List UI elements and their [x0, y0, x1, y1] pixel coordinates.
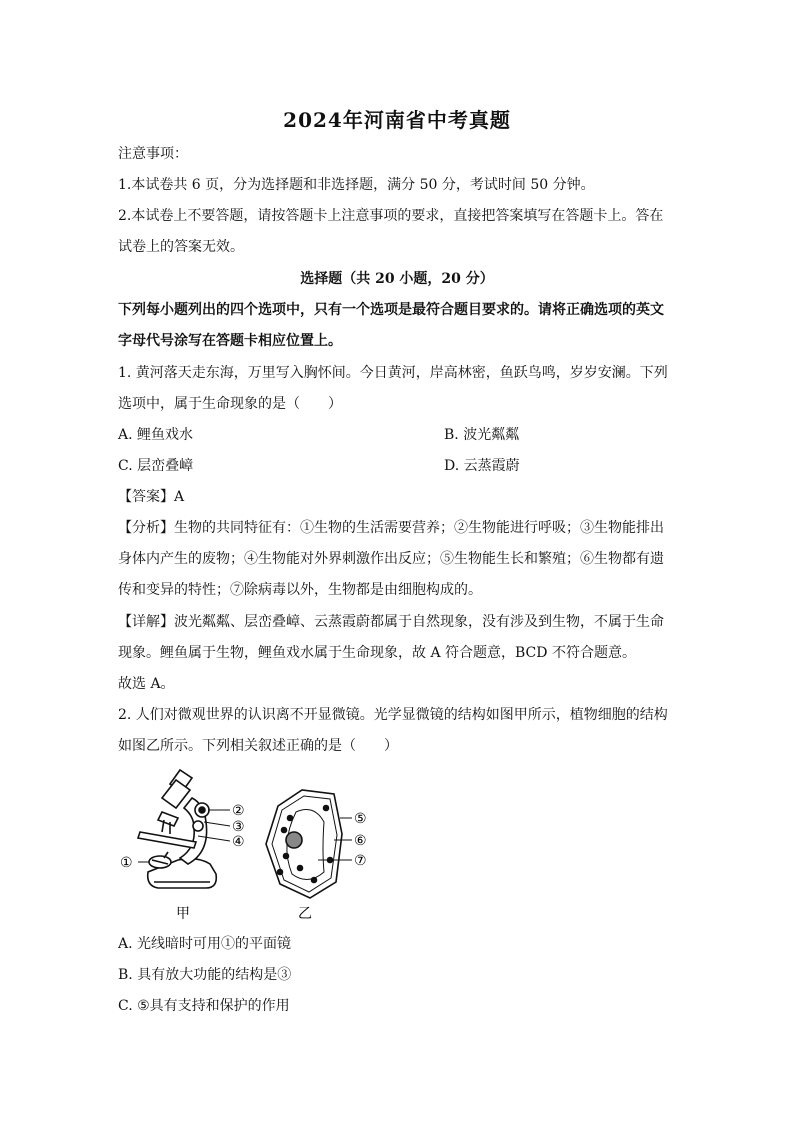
- q1-analysis-line-1: 【分析】生物的共同特征有：①生物的生活需要营养；②生物能进行呼吸；③生物能排出: [118, 520, 664, 536]
- section-instruction-line-1: 下列每小题列出的四个选项中，只有一个选项是最符合题目要求的。请将正确选项的英文: [118, 302, 664, 318]
- microscope-label-1: ①: [120, 855, 133, 871]
- notice-item-1: 1.本试卷共 6 页，分为选择题和非选择题，满分 50 分，考试时间 50 分钟。: [118, 177, 595, 193]
- q1-analysis-line-3: 传和变异的特性；⑦除病毒以外，生物都是由细胞构成的。: [118, 582, 482, 598]
- figure-label-yi: 乙: [298, 906, 312, 922]
- q1-stem-line-1: 1. 黄河落天走东海，万里写入胸怀间。今日黄河，岸高林密，鱼跃鸟鸣，岁岁安澜。下列: [118, 365, 668, 381]
- q1-detail-line-2: 现象。鲤鱼属于生物，鲤鱼戏水属于生命现象，故 A 符合题意，BCD 不符合题意。: [118, 645, 636, 661]
- q2-option-b: B. 具有放大功能的结构是③: [118, 967, 292, 983]
- q2-option-c: C. ⑤具有支持和保护的作用: [118, 998, 290, 1014]
- microscope-label-3: ③: [232, 819, 245, 835]
- cell-label-7: ⑦: [354, 853, 367, 869]
- q1-option-b: B. 波光粼粼: [444, 427, 520, 443]
- q2-option-a: A. 光线暗时可用①的平面镜: [118, 936, 292, 952]
- figure-label-jia: 甲: [176, 906, 190, 922]
- q1-detail-line-1: 【详解】波光粼粼、层峦叠嶂、云蒸霞蔚都属于自然现象，没有涉及到生物，不属于生命: [118, 614, 664, 630]
- q1-stem-line-2: 选项中，属于生命现象的是（ ）: [118, 396, 342, 412]
- q2-stem-line-2: 如图乙所示。下列相关叙述正确的是（ ）: [118, 738, 398, 754]
- microscope-label-2: ②: [232, 803, 245, 819]
- q1-option-d: D. 云蒸霞蔚: [444, 458, 520, 474]
- page-title: 2024年河南省中考真题: [283, 108, 511, 132]
- notice-item-2-line-1: 2.本试卷上不要答题，请按答题卡上注意事项的要求，直接把答案填写在答题卡上。答在: [118, 208, 664, 224]
- q2-figure-svg: [118, 764, 378, 924]
- notice-item-2-line-2: 试卷上的答案无效。: [118, 239, 244, 255]
- q1-conclusion: 故选 A。: [118, 676, 175, 692]
- microscope-label-4: ④: [232, 834, 245, 850]
- notice-heading: 注意事项：: [118, 146, 188, 162]
- q2-figure: [118, 764, 378, 924]
- microscope-illustration: [138, 770, 230, 888]
- q1-answer: 【答案】A: [118, 489, 185, 505]
- cell-label-5: ⑤: [354, 811, 367, 827]
- plant-cell-illustration: [266, 790, 352, 898]
- q2-stem-line-1: 2. 人们对微观世界的认识离不开显微镜。光学显微镜的结构如图甲所示，植物细胞的结构: [118, 707, 668, 723]
- q1-option-a: A. 鲤鱼戏水: [118, 427, 194, 443]
- q1-analysis-line-2: 身体内产生的废物；④生物能对外界刺激作出反应；⑤生物能生长和繁殖；⑥生物都有遗: [118, 551, 664, 567]
- section-title: 选择题（共 20 小题，20 分）: [300, 271, 494, 287]
- section-instruction-line-2: 字母代号涂写在答题卡相应位置上。: [118, 333, 342, 349]
- q1-option-c: C. 层峦叠嶂: [118, 458, 194, 474]
- cell-label-6: ⑥: [354, 833, 367, 849]
